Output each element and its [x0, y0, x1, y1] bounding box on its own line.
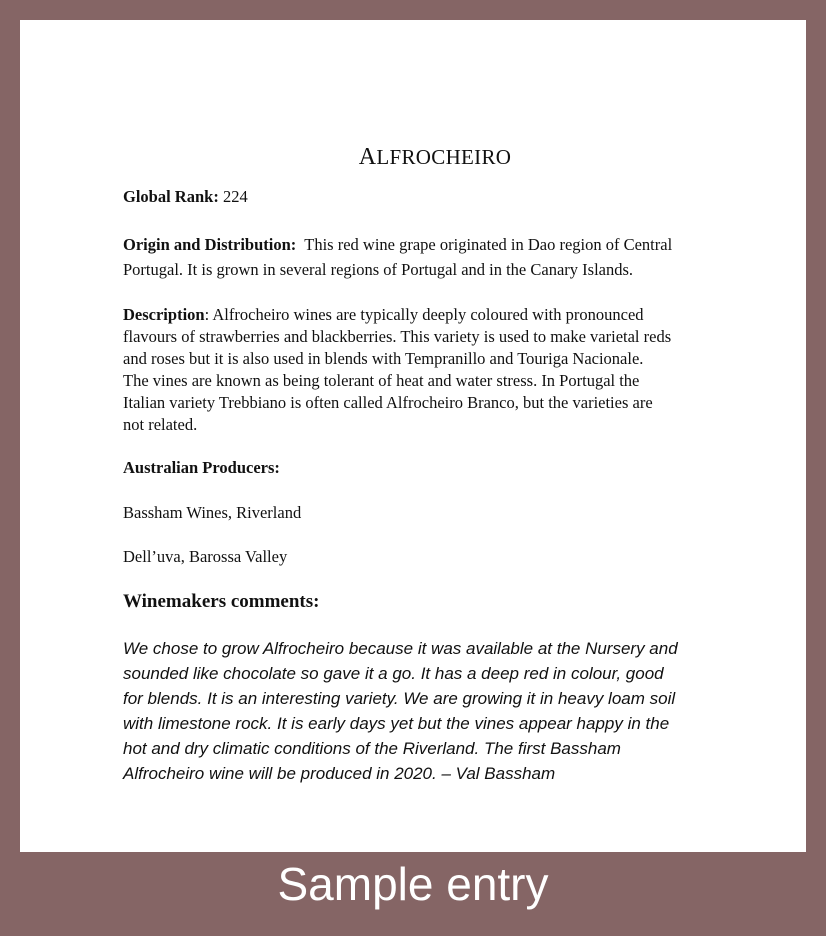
producer-item: Dell’uva, Barossa Valley: [123, 547, 288, 566]
origin-label: Origin and Distribution:: [123, 235, 297, 254]
comment-line: for blends. It is an interesting variety. We are growing it in heavy loam soil: [123, 689, 676, 708]
description-line-4: The vines are known as being tolerant of heat and water stress. In Portugal the: [123, 371, 640, 390]
origin-text-1: This red wine grape originated in Dao region of Central: [304, 235, 673, 254]
producers-label: Australian Producers:: [123, 458, 280, 477]
entry-title: [123, 144, 747, 171]
description-line-3: and roses but it is also used in blends with Tempranillo and Touriga Nacionale.: [123, 349, 644, 368]
comment-line: with limestone rock. It is early days yet but the vines appear happy in the: [123, 714, 670, 733]
global-rank: [123, 186, 753, 208]
description-paragraph: [123, 304, 753, 436]
title-initial: A: [358, 144, 377, 170]
origin-line-1: [123, 232, 753, 257]
producer-item: Bassham Wines, Riverland: [123, 503, 302, 522]
description-line-2: flavours of strawberries and blackberries. This variety is used to make varietal reds: [123, 327, 672, 346]
comment-line: hot and dry climatic conditions of the Riverland. The first Bassham: [123, 739, 621, 758]
winemaker-comment: [123, 636, 753, 786]
comments-heading: Winemakers comments:: [123, 591, 320, 612]
description-text-1: : Alfrocheiro wines are typically deeply coloured with pronounced: [204, 305, 644, 324]
description-line-1: [123, 304, 753, 326]
description-line-6: not related.: [123, 415, 198, 434]
title-rest: LFROCHEIRO: [376, 145, 512, 169]
document-page: [20, 20, 806, 852]
comment-line: Alfrocheiro wine will be produced in 2020. – Val Bassham: [123, 764, 556, 783]
origin-line-2: Portugal. It is grown in several regions of Portugal and in the Canary Islands.: [123, 260, 634, 279]
global-rank-value: 224: [222, 187, 248, 206]
sample-entry-caption: Sample entry: [277, 858, 549, 910]
description-label: Description: [123, 305, 205, 324]
comment-line: We chose to grow Alfrocheiro because it was available at the Nursery and: [123, 639, 678, 658]
description-line-5: Italian variety Trebbiano is often called Alfrocheiro Branco, but the varieties are: [123, 393, 653, 412]
comment-line: sounded like chocolate so gave it a go. It has a deep red in colour, good: [123, 664, 664, 683]
origin-paragraph: [123, 232, 753, 282]
global-rank-label: Global Rank:: [123, 187, 219, 206]
